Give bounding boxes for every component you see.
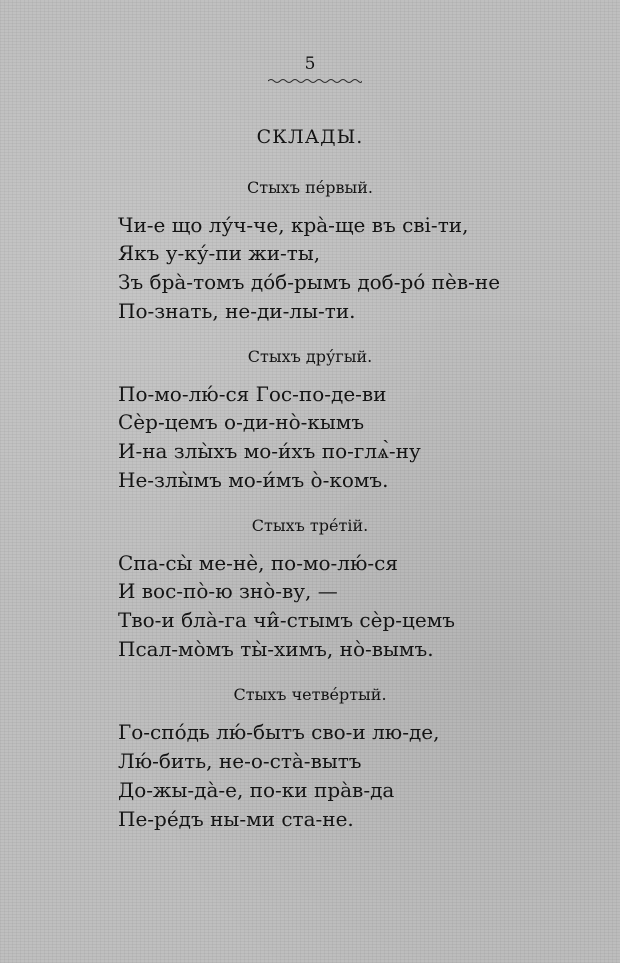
stanza-heading: Стыхъ тре́тій. [251,516,369,535]
verse-line: Псал-мòмъ ты̀-химъ, нò-вымъ. [118,637,434,661]
stanza-heading: Стыхъ дру́гый. [247,347,373,366]
verse-line: Зъ бра̀-томъ до́б-рымъ доб-ро́ пѐв-не [118,270,501,294]
verse-line: По-знать, не-ди-лы-ти. [118,299,356,323]
verse-line: Лю́-бить, не-о-ста̀-вытъ [118,749,362,773]
stanza-heading: Стыхъ четве́ртый. [233,685,387,704]
verse-line: По-мо-лю́-ся Гос-по-де-ви [118,382,387,406]
verse-line: Чи-е що лу́ч-че, кра̀-ще въ сві-ти, [118,213,469,237]
stanza-heading: Стыхъ пе́рвый. [247,178,373,197]
section-title: СКЛАДЫ. [256,126,364,148]
verse-line: И вос-пò-ю знò-ву, — [118,579,338,603]
verse-line: Сѐр-цемъ о-ди-нò-кымъ [118,410,365,434]
verse-line: До-жы-да̀-е, по-ки пра̀в-да [118,778,395,802]
verse-line: Спа-сы̀ ме-нѐ, по-мо-лю́-ся [118,551,398,575]
page-number: 5 [304,54,316,74]
verse-line: Не-злы̀мъ мо-и́мъ ò-комъ. [118,468,389,492]
verse-line: Пе-ре́дъ ны-ми ста-не. [118,807,354,831]
verse-line: И-на злы̀хъ мо-и́хъ по-глѧ̀-ну [118,439,421,463]
ornament-divider [268,78,362,84]
verse-line: Якъ у-ку́-пи жи-ты, [118,241,321,265]
verse-line: Го-спо́дь лю́-бытъ сво-и лю-де, [118,720,440,744]
verse-line: Тво-и бла̀-га чи̂-стымъ сѐр-цемъ [118,608,455,632]
